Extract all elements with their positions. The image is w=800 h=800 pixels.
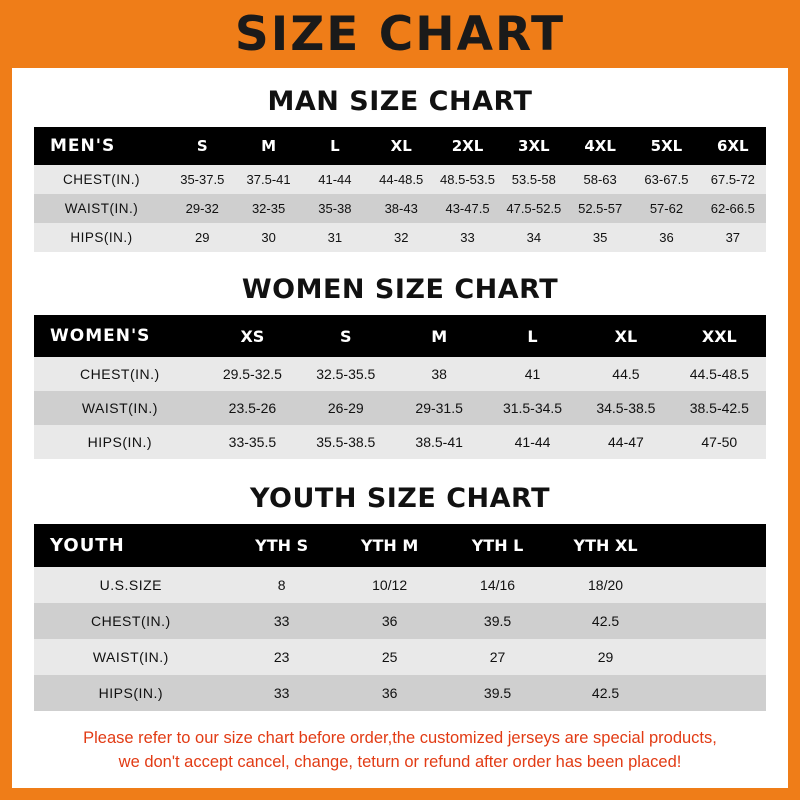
- table-cell: 43-47.5: [445, 201, 490, 216]
- row-label: WAIST(IN.): [81, 400, 158, 416]
- table-row: [34, 223, 766, 252]
- table-cell: 42.5: [591, 685, 620, 701]
- table-cell: 8: [277, 577, 286, 593]
- table-cell: 37: [725, 230, 741, 245]
- column-header: 3XL: [518, 137, 550, 155]
- table-cell: 14/16: [480, 577, 516, 593]
- notice-line-2: we don't accept cancel, change, teturn or refund after order has been placed!: [118, 752, 682, 771]
- table-cell: 41-44: [318, 172, 352, 187]
- table-cell: 41: [524, 366, 541, 382]
- table-cell: 32.5-35.5: [316, 366, 376, 382]
- page-title: SIZE CHART: [234, 6, 566, 62]
- column-header: WOMEN'S: [50, 326, 151, 346]
- table-cell: 34: [526, 230, 542, 245]
- table-cell: 53.5-58: [511, 172, 556, 187]
- column-header: M: [431, 326, 448, 346]
- header-band: [12, 0, 788, 68]
- women-size-table: [34, 315, 766, 459]
- column-header: YTH XL: [573, 536, 638, 555]
- table-cell: 25: [381, 649, 398, 665]
- table-cell: 37.5-41: [246, 172, 291, 187]
- table-cell: 27: [489, 649, 506, 665]
- women-section-title: WOMEN SIZE CHART: [241, 274, 559, 305]
- table-cell-spacer: [660, 639, 766, 675]
- women-table-body: [34, 357, 766, 459]
- table-row: [34, 603, 766, 639]
- table-cell: 35-38: [318, 201, 352, 216]
- table-header-row: [34, 315, 766, 357]
- youth-size-table: [34, 524, 766, 711]
- man-size-table: [34, 127, 766, 252]
- table-row: [34, 357, 766, 391]
- table-cell: 31: [327, 230, 343, 245]
- table-cell-spacer: [660, 675, 766, 711]
- table-cell: 58-63: [583, 172, 617, 187]
- table-cell: 38-43: [384, 201, 418, 216]
- table-cell: 41-44: [514, 434, 551, 450]
- youth-table-header: [34, 524, 766, 567]
- table-cell: 26-29: [327, 400, 364, 416]
- row-label: WAIST(IN.): [92, 649, 169, 665]
- table-cell: 29.5-32.5: [222, 366, 282, 382]
- column-header: L: [527, 326, 538, 346]
- table-cell: 30: [261, 230, 276, 245]
- table-cell: 38: [431, 366, 447, 382]
- column-header: 2XL: [451, 137, 484, 155]
- column-header: M: [261, 137, 277, 155]
- column-header: XXL: [701, 326, 737, 346]
- man-table-header: [34, 127, 766, 165]
- row-label: U.S.SIZE: [99, 577, 163, 593]
- table-cell: 47-50: [701, 434, 738, 450]
- table-row: [34, 675, 766, 711]
- table-cell: 33: [273, 685, 290, 701]
- notice-line-1: Please refer to our size chart before order,the customized jerseys are special products,: [83, 729, 717, 747]
- table-header-row: [34, 524, 766, 567]
- table-cell: 33: [460, 230, 475, 245]
- table-row: [34, 165, 766, 194]
- table-cell: 32-35: [251, 201, 286, 216]
- youth-section-title: YOUTH SIZE CHART: [249, 483, 551, 514]
- women-table-header: [34, 315, 766, 357]
- row-label: HIPS(IN.): [87, 434, 153, 450]
- table-cell: 33: [273, 613, 290, 629]
- table-cell: 29: [195, 230, 210, 245]
- table-cell: 47.5-52.5: [506, 201, 562, 216]
- table-header-row: [34, 127, 766, 165]
- table-cell: 10/12: [372, 577, 408, 593]
- table-cell: 38.5-42.5: [689, 400, 749, 416]
- table-cell-spacer: [660, 603, 766, 639]
- table-cell: 44.5-48.5: [689, 366, 749, 382]
- youth-table-body: [34, 567, 766, 711]
- table-row: [34, 391, 766, 425]
- table-cell: 36: [381, 613, 398, 629]
- table-row: [34, 425, 766, 459]
- man-table-body: [34, 165, 766, 252]
- column-header: YTH M: [360, 536, 419, 555]
- table-cell: 67.5-72: [710, 172, 755, 187]
- row-label: WAIST(IN.): [64, 201, 139, 216]
- row-label: HIPS(IN.): [70, 230, 133, 245]
- table-cell: 34.5-38.5: [596, 400, 656, 416]
- table-cell: 31.5-34.5: [502, 400, 563, 416]
- man-section-title: MAN SIZE CHART: [267, 86, 533, 117]
- column-header: 5XL: [650, 137, 683, 155]
- column-header: XL: [390, 137, 412, 155]
- row-label: CHEST(IN.): [63, 172, 141, 187]
- table-cell: 42.5: [591, 613, 620, 629]
- order-notice: [34, 727, 766, 775]
- table-cell: 52.5-57: [578, 201, 623, 216]
- row-label: CHEST(IN.): [80, 366, 160, 382]
- column-header: S: [196, 137, 208, 155]
- table-cell: 23: [273, 649, 290, 665]
- table-cell: 62-66.5: [710, 201, 755, 216]
- table-cell: 63-67.5: [644, 172, 689, 187]
- table-cell: 36: [381, 685, 398, 701]
- column-header: XL: [614, 326, 638, 346]
- table-cell: 57-62: [649, 201, 684, 216]
- table-cell: 39.5: [483, 685, 512, 701]
- table-cell: 33-35.5: [228, 434, 277, 450]
- table-cell: 36: [659, 230, 674, 245]
- column-header: YOUTH: [50, 535, 125, 556]
- table-cell: 44.5: [612, 366, 640, 382]
- column-header: XS: [240, 326, 265, 346]
- table-cell: 35-37.5: [180, 172, 225, 187]
- row-label: CHEST(IN.): [91, 613, 171, 629]
- column-header: 4XL: [584, 137, 616, 155]
- chart-content: [12, 86, 788, 775]
- table-cell: 35: [592, 230, 608, 245]
- table-row: [34, 639, 766, 675]
- column-header: YTH S: [255, 536, 309, 555]
- table-cell: 39.5: [483, 613, 512, 629]
- column-header: S: [340, 326, 352, 346]
- table-cell: 29-31.5: [415, 400, 463, 416]
- table-cell-spacer: [660, 567, 766, 603]
- column-header: YTH L: [471, 536, 524, 555]
- table-row: [34, 194, 766, 223]
- table-cell: 29-32: [185, 201, 219, 216]
- table-cell: 32: [393, 230, 409, 245]
- column-header: MEN'S: [50, 136, 116, 156]
- table-cell: 44-48.5: [379, 172, 424, 187]
- table-cell: 23.5-26: [228, 400, 277, 416]
- table-cell: 18/20: [588, 577, 624, 593]
- table-cell: 44-47: [608, 434, 644, 450]
- table-cell: 35.5-38.5: [316, 434, 376, 450]
- row-label: HIPS(IN.): [98, 685, 164, 701]
- table-cell: 29: [597, 649, 614, 665]
- column-header-spacer: [660, 524, 766, 567]
- table-cell: 48.5-53.5: [440, 172, 495, 187]
- table-row: [34, 567, 766, 603]
- column-header: 6XL: [717, 137, 749, 155]
- table-cell: 38.5-41: [415, 434, 463, 450]
- column-header: L: [330, 137, 340, 155]
